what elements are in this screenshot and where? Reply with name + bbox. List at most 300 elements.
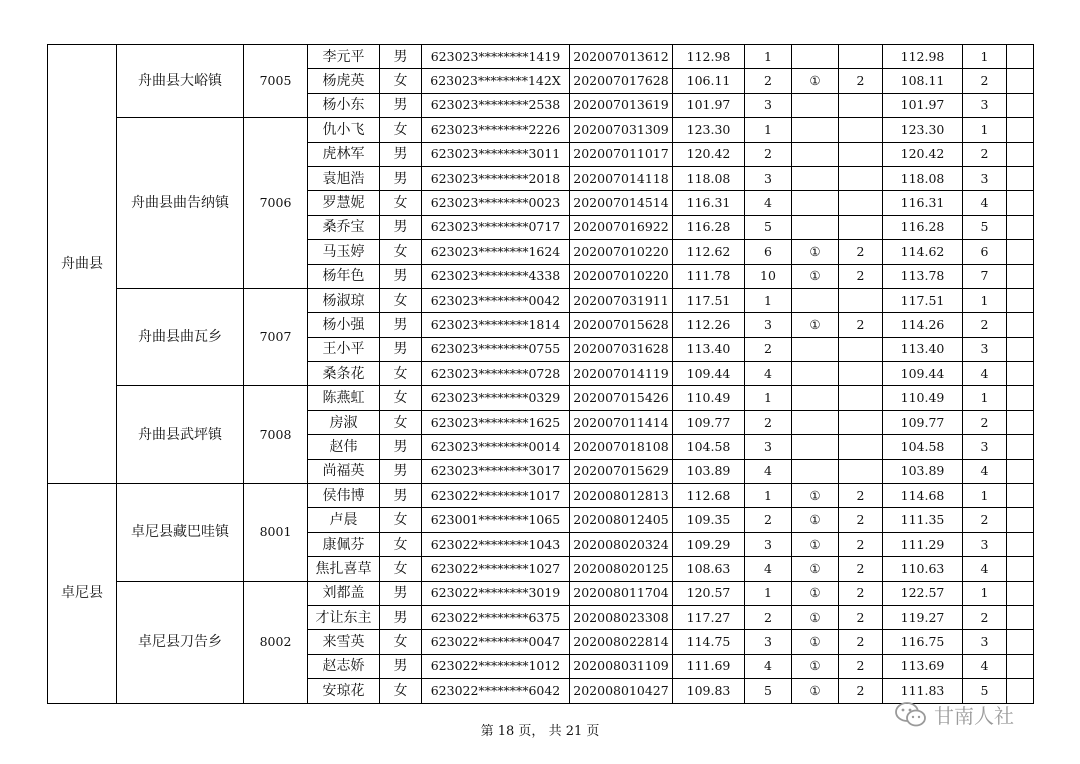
id-cell: 623023********3011 — [422, 142, 570, 166]
bonus-cell — [839, 166, 883, 190]
ticket-cell: 202007011414 — [570, 410, 673, 434]
score-cell: 120.42 — [673, 142, 745, 166]
name-cell: 安琼花 — [308, 679, 380, 703]
gender-cell: 女 — [380, 191, 422, 215]
post-code-cell: 8001 — [244, 484, 308, 582]
score-cell: 112.62 — [673, 240, 745, 264]
blank-cell — [1007, 215, 1034, 239]
name-cell: 刘都盖 — [308, 581, 380, 605]
blank-cell — [1007, 386, 1034, 410]
town-cell: 舟曲县大峪镇 — [117, 45, 244, 118]
bonus-cell: 2 — [839, 557, 883, 581]
final-rank-cell: 4 — [963, 362, 1007, 386]
id-cell: 623023********1419 — [422, 45, 570, 69]
county-cell: 舟曲县 — [48, 45, 117, 484]
id-cell: 623023********1814 — [422, 313, 570, 337]
final-rank-cell: 3 — [963, 337, 1007, 361]
ticket-cell: 202007013619 — [570, 93, 673, 117]
total-cell: 116.75 — [883, 630, 963, 654]
bonus-item-cell — [792, 142, 839, 166]
final-rank-cell: 1 — [963, 386, 1007, 410]
rank-cell: 3 — [745, 313, 792, 337]
blank-cell — [1007, 69, 1034, 93]
total-cell: 113.69 — [883, 654, 963, 678]
gender-cell: 男 — [380, 142, 422, 166]
name-cell: 杨淑琼 — [308, 288, 380, 312]
name-cell: 陈燕虹 — [308, 386, 380, 410]
rank-cell: 3 — [745, 93, 792, 117]
gender-cell: 女 — [380, 362, 422, 386]
name-cell: 房淑 — [308, 410, 380, 434]
rank-cell: 2 — [745, 605, 792, 629]
score-cell: 112.98 — [673, 45, 745, 69]
total-cell: 111.83 — [883, 679, 963, 703]
rank-cell: 1 — [745, 386, 792, 410]
blank-cell — [1007, 508, 1034, 532]
post-code-cell: 7006 — [244, 118, 308, 289]
score-cell: 123.30 — [673, 118, 745, 142]
final-rank-cell: 4 — [963, 191, 1007, 215]
name-cell: 尚福英 — [308, 459, 380, 483]
total-cell: 108.11 — [883, 69, 963, 93]
county-cell: 卓尼县 — [48, 484, 117, 704]
blank-cell — [1007, 630, 1034, 654]
gender-cell: 女 — [380, 386, 422, 410]
score-cell: 111.69 — [673, 654, 745, 678]
table-row — [48, 484, 1034, 508]
total-cell: 111.29 — [883, 532, 963, 556]
table-row — [48, 118, 1034, 142]
bonus-cell: 2 — [839, 69, 883, 93]
final-rank-cell: 2 — [963, 605, 1007, 629]
bonus-item-cell: ① — [792, 557, 839, 581]
ticket-cell: 202007014514 — [570, 191, 673, 215]
gender-cell: 女 — [380, 69, 422, 93]
id-cell: 623023********0329 — [422, 386, 570, 410]
ticket-cell: 202007015628 — [570, 313, 673, 337]
final-rank-cell: 5 — [963, 679, 1007, 703]
bonus-cell — [839, 410, 883, 434]
score-cell: 111.78 — [673, 264, 745, 288]
rank-cell: 2 — [745, 69, 792, 93]
ticket-cell: 202008020324 — [570, 532, 673, 556]
bonus-item-cell — [792, 215, 839, 239]
bonus-item-cell: ① — [792, 508, 839, 532]
bonus-item-cell — [792, 191, 839, 215]
town-cell: 舟曲县武坪镇 — [117, 386, 244, 484]
name-cell: 才让东主 — [308, 605, 380, 629]
name-cell: 杨年色 — [308, 264, 380, 288]
bonus-cell — [839, 215, 883, 239]
name-cell: 桑乔宝 — [308, 215, 380, 239]
rank-cell: 4 — [745, 459, 792, 483]
score-cell: 109.77 — [673, 410, 745, 434]
bonus-item-cell — [792, 459, 839, 483]
gender-cell: 女 — [380, 410, 422, 434]
total-cell: 111.35 — [883, 508, 963, 532]
name-cell: 罗慧妮 — [308, 191, 380, 215]
bonus-cell — [839, 142, 883, 166]
gender-cell: 女 — [380, 288, 422, 312]
gender-cell: 男 — [380, 484, 422, 508]
rank-cell: 1 — [745, 484, 792, 508]
total-cell: 103.89 — [883, 459, 963, 483]
id-cell: 623023********2018 — [422, 166, 570, 190]
rank-cell: 10 — [745, 264, 792, 288]
total-cell: 110.63 — [883, 557, 963, 581]
score-cell: 110.49 — [673, 386, 745, 410]
final-rank-cell: 2 — [963, 410, 1007, 434]
bonus-item-cell — [792, 118, 839, 142]
bonus-cell: 2 — [839, 264, 883, 288]
table-body — [48, 45, 1034, 704]
name-cell: 桑条花 — [308, 362, 380, 386]
ticket-cell: 202007031911 — [570, 288, 673, 312]
bonus-item-cell: ① — [792, 240, 839, 264]
post-code-cell: 7007 — [244, 288, 308, 386]
bonus-cell: 2 — [839, 630, 883, 654]
ticket-cell: 202007015426 — [570, 386, 673, 410]
name-cell: 赵伟 — [308, 435, 380, 459]
rank-cell: 1 — [745, 45, 792, 69]
name-cell: 赵志娇 — [308, 654, 380, 678]
id-cell: 623023********0014 — [422, 435, 570, 459]
score-cell: 113.40 — [673, 337, 745, 361]
bonus-item-cell: ① — [792, 581, 839, 605]
blank-cell — [1007, 557, 1034, 581]
rank-cell: 2 — [745, 142, 792, 166]
total-cell: 114.62 — [883, 240, 963, 264]
final-rank-cell: 3 — [963, 630, 1007, 654]
bonus-cell — [839, 337, 883, 361]
bonus-item-cell — [792, 45, 839, 69]
total-cell: 118.08 — [883, 166, 963, 190]
id-cell: 623022********6042 — [422, 679, 570, 703]
blank-cell — [1007, 166, 1034, 190]
bonus-cell: 2 — [839, 581, 883, 605]
bonus-cell — [839, 191, 883, 215]
score-cell: 108.63 — [673, 557, 745, 581]
score-cell: 117.51 — [673, 288, 745, 312]
bonus-cell — [839, 459, 883, 483]
score-cell: 112.26 — [673, 313, 745, 337]
rank-cell: 2 — [745, 337, 792, 361]
final-rank-cell: 2 — [963, 69, 1007, 93]
name-cell: 卢晨 — [308, 508, 380, 532]
blank-cell — [1007, 581, 1034, 605]
bonus-item-cell — [792, 362, 839, 386]
id-cell: 623023********1625 — [422, 410, 570, 434]
total-cell: 104.58 — [883, 435, 963, 459]
blank-cell — [1007, 362, 1034, 386]
id-cell: 623022********1017 — [422, 484, 570, 508]
final-rank-cell: 6 — [963, 240, 1007, 264]
bonus-item-cell — [792, 386, 839, 410]
rank-cell: 1 — [745, 581, 792, 605]
gender-cell: 女 — [380, 532, 422, 556]
town-cell: 舟曲县曲瓦乡 — [117, 288, 244, 386]
bonus-item-cell — [792, 166, 839, 190]
name-cell: 侯伟博 — [308, 484, 380, 508]
rank-cell: 4 — [745, 557, 792, 581]
bonus-item-cell: ① — [792, 313, 839, 337]
bonus-item-cell: ① — [792, 630, 839, 654]
score-cell: 114.75 — [673, 630, 745, 654]
watermark — [894, 700, 1014, 729]
name-cell: 来雪英 — [308, 630, 380, 654]
post-code-cell: 8002 — [244, 581, 308, 703]
gender-cell: 男 — [380, 435, 422, 459]
id-cell: 623022********1027 — [422, 557, 570, 581]
name-cell: 焦扎喜草 — [308, 557, 380, 581]
final-rank-cell: 7 — [963, 264, 1007, 288]
gender-cell: 男 — [380, 605, 422, 629]
table-row — [48, 288, 1034, 312]
name-cell: 马玉婷 — [308, 240, 380, 264]
total-cell: 120.42 — [883, 142, 963, 166]
bonus-cell — [839, 93, 883, 117]
id-cell: 623023********1624 — [422, 240, 570, 264]
bonus-item-cell — [792, 288, 839, 312]
rank-cell: 1 — [745, 118, 792, 142]
bonus-cell — [839, 435, 883, 459]
score-table — [47, 44, 1034, 704]
id-cell: 623023********0728 — [422, 362, 570, 386]
ticket-cell: 202008012813 — [570, 484, 673, 508]
blank-cell — [1007, 264, 1034, 288]
score-cell: 109.35 — [673, 508, 745, 532]
gender-cell: 男 — [380, 93, 422, 117]
rank-cell: 4 — [745, 362, 792, 386]
name-cell: 仇小飞 — [308, 118, 380, 142]
final-rank-cell: 1 — [963, 118, 1007, 142]
blank-cell — [1007, 313, 1034, 337]
id-cell: 623023********3017 — [422, 459, 570, 483]
rank-cell: 4 — [745, 191, 792, 215]
name-cell: 袁旭浩 — [308, 166, 380, 190]
id-cell: 623022********1012 — [422, 654, 570, 678]
post-code-cell: 7008 — [244, 386, 308, 484]
ticket-cell: 202007017628 — [570, 69, 673, 93]
total-cell: 117.51 — [883, 288, 963, 312]
final-rank-cell: 2 — [963, 508, 1007, 532]
final-rank-cell: 1 — [963, 581, 1007, 605]
id-cell: 623023********142X — [422, 69, 570, 93]
total-cell: 119.27 — [883, 605, 963, 629]
name-cell: 杨小强 — [308, 313, 380, 337]
total-cell: 114.26 — [883, 313, 963, 337]
final-rank-cell: 3 — [963, 532, 1007, 556]
bonus-item-cell: ① — [792, 484, 839, 508]
final-rank-cell: 5 — [963, 215, 1007, 239]
total-cell: 114.68 — [883, 484, 963, 508]
blank-cell — [1007, 240, 1034, 264]
name-cell: 康佩芬 — [308, 532, 380, 556]
id-cell: 623023********4338 — [422, 264, 570, 288]
total-cell: 122.57 — [883, 581, 963, 605]
town-cell: 卓尼县刀告乡 — [117, 581, 244, 703]
rank-cell: 1 — [745, 288, 792, 312]
id-cell: 623023********0755 — [422, 337, 570, 361]
id-cell: 623022********0047 — [422, 630, 570, 654]
rank-cell: 2 — [745, 508, 792, 532]
id-cell: 623022********6375 — [422, 605, 570, 629]
final-rank-cell: 1 — [963, 484, 1007, 508]
bonus-cell: 2 — [839, 605, 883, 629]
gender-cell: 女 — [380, 508, 422, 532]
bonus-item-cell: ① — [792, 264, 839, 288]
page-footer: 第 18 页， 共 21 页 — [480, 724, 600, 739]
id-cell: 623022********3019 — [422, 581, 570, 605]
gender-cell: 男 — [380, 313, 422, 337]
final-rank-cell: 4 — [963, 459, 1007, 483]
id-cell: 623001********1065 — [422, 508, 570, 532]
gender-cell: 女 — [380, 557, 422, 581]
gender-cell: 男 — [380, 459, 422, 483]
bonus-item-cell — [792, 435, 839, 459]
blank-cell — [1007, 410, 1034, 434]
rank-cell: 4 — [745, 654, 792, 678]
rank-cell: 3 — [745, 166, 792, 190]
table-row — [48, 45, 1034, 69]
bonus-cell — [839, 288, 883, 312]
bonus-item-cell — [792, 93, 839, 117]
bonus-cell: 2 — [839, 508, 883, 532]
id-cell: 623023********2538 — [422, 93, 570, 117]
gender-cell: 男 — [380, 215, 422, 239]
total-cell: 112.98 — [883, 45, 963, 69]
bonus-cell — [839, 362, 883, 386]
ticket-cell: 202007014118 — [570, 166, 673, 190]
score-cell: 101.97 — [673, 93, 745, 117]
bonus-cell: 2 — [839, 313, 883, 337]
score-cell: 120.57 — [673, 581, 745, 605]
bonus-cell — [839, 45, 883, 69]
final-rank-cell: 3 — [963, 93, 1007, 117]
blank-cell — [1007, 118, 1034, 142]
id-cell: 623023********2226 — [422, 118, 570, 142]
total-cell: 109.77 — [883, 410, 963, 434]
final-rank-cell: 4 — [963, 557, 1007, 581]
blank-cell — [1007, 654, 1034, 678]
blank-cell — [1007, 459, 1034, 483]
bonus-item-cell: ① — [792, 69, 839, 93]
ticket-cell: 202007031628 — [570, 337, 673, 361]
id-cell: 623023********0717 — [422, 215, 570, 239]
score-cell: 106.11 — [673, 69, 745, 93]
blank-cell — [1007, 484, 1034, 508]
town-cell: 卓尼县藏巴哇镇 — [117, 484, 244, 582]
bonus-cell: 2 — [839, 532, 883, 556]
bonus-item-cell: ① — [792, 605, 839, 629]
name-cell: 杨虎英 — [308, 69, 380, 93]
score-cell: 116.28 — [673, 215, 745, 239]
bonus-cell: 2 — [839, 240, 883, 264]
blank-cell — [1007, 191, 1034, 215]
blank-cell — [1007, 532, 1034, 556]
gender-cell: 女 — [380, 630, 422, 654]
blank-cell — [1007, 142, 1034, 166]
watermark-text: 甘南人社 — [934, 704, 1014, 728]
score-cell: 103.89 — [673, 459, 745, 483]
bonus-cell: 2 — [839, 484, 883, 508]
bonus-item-cell — [792, 410, 839, 434]
gender-cell: 女 — [380, 679, 422, 703]
blank-cell — [1007, 93, 1034, 117]
bonus-cell — [839, 386, 883, 410]
final-rank-cell: 3 — [963, 166, 1007, 190]
bonus-item-cell: ① — [792, 532, 839, 556]
bonus-cell — [839, 118, 883, 142]
rank-cell: 3 — [745, 630, 792, 654]
bonus-item-cell — [792, 337, 839, 361]
bonus-item-cell: ① — [792, 679, 839, 703]
ticket-cell: 202007016922 — [570, 215, 673, 239]
final-rank-cell: 1 — [963, 288, 1007, 312]
ticket-cell: 202007010220 — [570, 264, 673, 288]
total-cell: 101.97 — [883, 93, 963, 117]
gender-cell: 男 — [380, 166, 422, 190]
gender-cell: 男 — [380, 264, 422, 288]
gender-cell: 男 — [380, 337, 422, 361]
ticket-cell: 202008020125 — [570, 557, 673, 581]
blank-cell — [1007, 605, 1034, 629]
rank-cell: 2 — [745, 410, 792, 434]
post-code-cell: 7005 — [244, 45, 308, 118]
score-cell: 109.44 — [673, 362, 745, 386]
gender-cell: 男 — [380, 654, 422, 678]
name-cell: 虎林军 — [308, 142, 380, 166]
ticket-cell: 202008011704 — [570, 581, 673, 605]
ticket-cell: 202008010427 — [570, 679, 673, 703]
blank-cell — [1007, 288, 1034, 312]
name-cell: 王小平 — [308, 337, 380, 361]
ticket-cell: 202007031309 — [570, 118, 673, 142]
total-cell: 113.40 — [883, 337, 963, 361]
ticket-cell: 202008012405 — [570, 508, 673, 532]
gender-cell: 女 — [380, 118, 422, 142]
rank-cell: 6 — [745, 240, 792, 264]
rank-cell: 5 — [745, 215, 792, 239]
score-cell: 109.83 — [673, 679, 745, 703]
score-cell: 112.68 — [673, 484, 745, 508]
bonus-item-cell: ① — [792, 654, 839, 678]
town-cell: 舟曲县曲告纳镇 — [117, 118, 244, 289]
score-cell: 104.58 — [673, 435, 745, 459]
score-cell: 116.31 — [673, 191, 745, 215]
score-cell: 118.08 — [673, 166, 745, 190]
name-cell: 杨小东 — [308, 93, 380, 117]
blank-cell — [1007, 435, 1034, 459]
score-cell: 109.29 — [673, 532, 745, 556]
ticket-cell: 202007018108 — [570, 435, 673, 459]
final-rank-cell: 3 — [963, 435, 1007, 459]
final-rank-cell: 4 — [963, 654, 1007, 678]
final-rank-cell: 1 — [963, 45, 1007, 69]
total-cell: 113.78 — [883, 264, 963, 288]
rank-cell: 3 — [745, 435, 792, 459]
blank-cell — [1007, 45, 1034, 69]
ticket-cell: 202007013612 — [570, 45, 673, 69]
ticket-cell: 202008031109 — [570, 654, 673, 678]
ticket-cell: 202007010220 — [570, 240, 673, 264]
gender-cell: 男 — [380, 581, 422, 605]
ticket-cell: 202008022814 — [570, 630, 673, 654]
ticket-cell: 202007011017 — [570, 142, 673, 166]
total-cell: 123.30 — [883, 118, 963, 142]
bonus-cell: 2 — [839, 679, 883, 703]
table-row — [48, 386, 1034, 410]
